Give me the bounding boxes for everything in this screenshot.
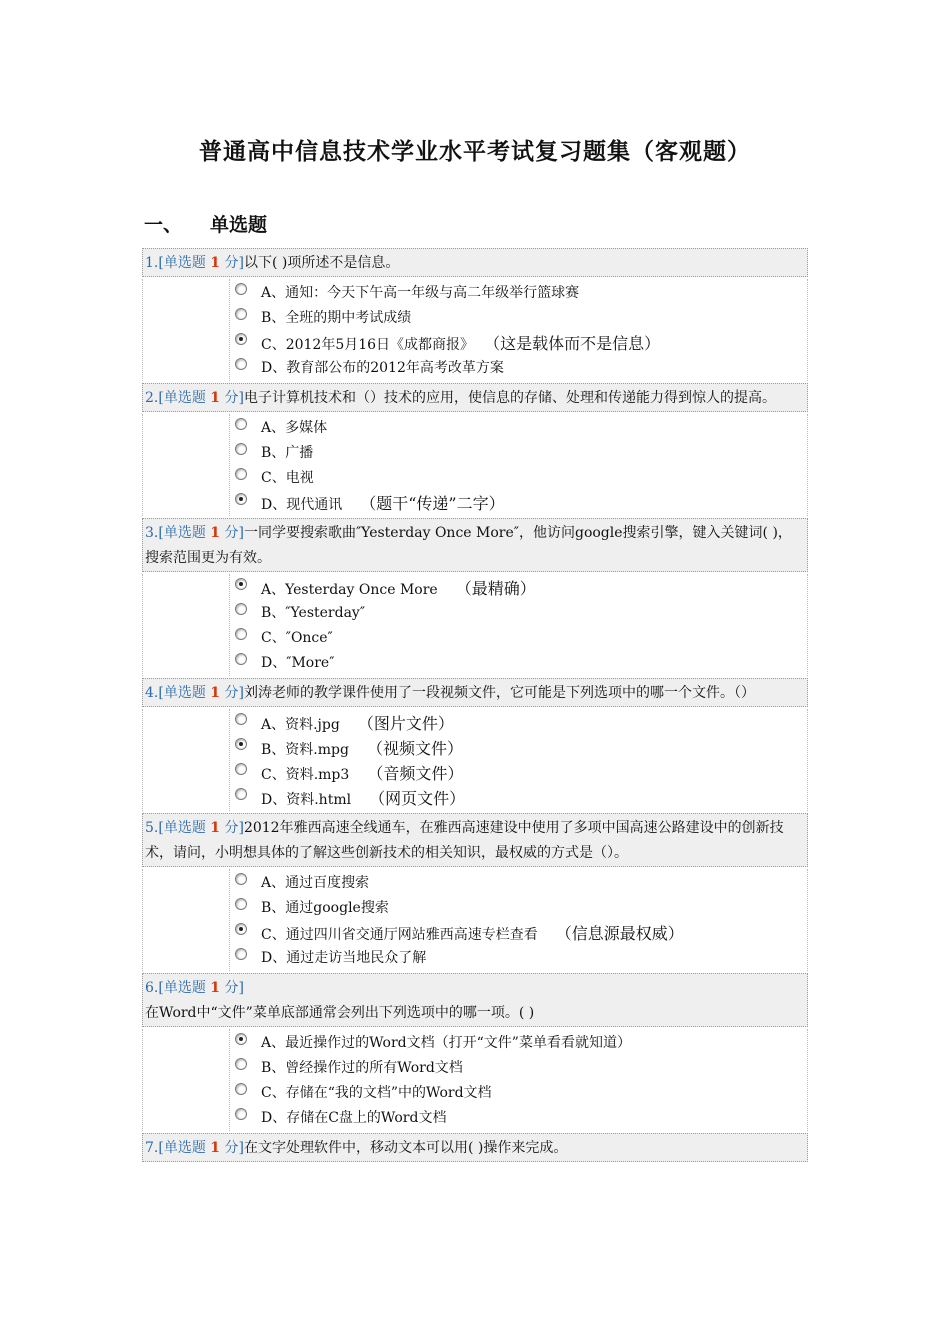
question-type-tag: [单选题 xyxy=(158,980,206,996)
question-stem xyxy=(142,1133,808,1162)
question-score-unit: 分] xyxy=(224,390,244,406)
option-label: A、多媒体 xyxy=(261,420,328,436)
question-type-tag: [单选题 xyxy=(158,685,206,701)
option-label: A、资料.jpg xyxy=(261,717,340,733)
option-row[interactable] xyxy=(233,356,807,381)
options-block xyxy=(142,1029,808,1131)
option-row[interactable] xyxy=(233,946,807,971)
question-stem xyxy=(142,973,808,1027)
question-text: 以下( )项所述不是信息。 xyxy=(243,255,400,271)
option-label: D、资料.html xyxy=(261,792,352,808)
question-item xyxy=(142,813,808,971)
option-row[interactable] xyxy=(233,1081,807,1106)
section-heading xyxy=(144,210,267,237)
option-row[interactable] xyxy=(233,921,807,946)
question-score: 1 xyxy=(210,980,221,996)
question-number: 2. xyxy=(145,390,159,406)
question-item xyxy=(142,973,808,1131)
options-gutter xyxy=(143,279,230,381)
option-label: C、2012年5月16日《成都商报》 xyxy=(261,337,475,353)
options-gutter xyxy=(143,574,230,676)
section-label: 单选题 xyxy=(210,214,268,236)
option-label: D、通过走访当地民众了解 xyxy=(261,950,427,966)
answer-note: （信息源最权威） xyxy=(555,924,684,943)
radio-unchecked-icon[interactable] xyxy=(235,873,247,885)
question-score-unit: 分] xyxy=(224,255,244,271)
question-number: 4. xyxy=(145,685,159,701)
radio-unchecked-icon[interactable] xyxy=(235,628,247,640)
options-block xyxy=(142,869,808,971)
options-list xyxy=(230,279,807,381)
option-row[interactable] xyxy=(233,651,807,676)
option-row[interactable] xyxy=(233,761,807,786)
option-label: B、资料.mpg xyxy=(261,742,349,758)
radio-unchecked-icon[interactable] xyxy=(235,603,247,615)
option-row[interactable] xyxy=(233,441,807,466)
option-label: D、存储在C盘上的Word文档 xyxy=(261,1110,447,1126)
options-block xyxy=(142,414,808,516)
question-text: 电子计算机技术和（）技术的应用，使信息的存储、处理和传递能力得到惊人的提高。 xyxy=(243,390,776,406)
question-item xyxy=(142,518,808,676)
options-gutter xyxy=(143,869,230,971)
option-row[interactable] xyxy=(233,416,807,441)
question-number: 3. xyxy=(145,525,159,541)
option-label: C、″Once″ xyxy=(261,630,333,646)
question-score-unit: 分] xyxy=(224,685,244,701)
option-row[interactable] xyxy=(233,736,807,761)
radio-unchecked-icon[interactable] xyxy=(235,1108,247,1120)
question-item xyxy=(142,1133,808,1162)
radio-checked-icon[interactable] xyxy=(235,738,247,750)
question-stem xyxy=(142,813,808,867)
radio-unchecked-icon[interactable] xyxy=(235,713,247,725)
option-label: A、最近操作过的Word文档（打开“文件”菜单看看就知道） xyxy=(261,1035,631,1051)
options-gutter xyxy=(143,709,230,811)
option-row[interactable] xyxy=(233,626,807,651)
option-row[interactable] xyxy=(233,1106,807,1131)
option-row[interactable] xyxy=(233,1031,807,1056)
radio-checked-icon[interactable] xyxy=(235,578,247,590)
option-row[interactable] xyxy=(233,871,807,896)
question-score: 1 xyxy=(210,685,221,701)
question-type-tag: [单选题 xyxy=(158,390,206,406)
question-stem xyxy=(142,248,808,277)
question-score: 1 xyxy=(210,525,221,541)
options-block xyxy=(142,709,808,811)
radio-unchecked-icon[interactable] xyxy=(235,308,247,320)
option-label: C、通过四川省交通厅网站雅西高速专栏查看 xyxy=(261,927,538,943)
question-score-unit: 分] xyxy=(224,820,244,836)
question-number: 1. xyxy=(145,255,159,271)
radio-checked-icon[interactable] xyxy=(235,1033,247,1045)
option-row[interactable] xyxy=(233,331,807,356)
options-list xyxy=(230,414,807,516)
question-item xyxy=(142,678,808,811)
option-row[interactable] xyxy=(233,491,807,516)
option-label: A、通过百度搜索 xyxy=(261,875,370,891)
option-label: B、″Yesterday″ xyxy=(261,605,366,621)
radio-checked-icon[interactable] xyxy=(235,493,247,505)
option-label: B、曾经操作过的所有Word文档 xyxy=(261,1060,463,1076)
radio-unchecked-icon[interactable] xyxy=(235,358,247,370)
option-row[interactable] xyxy=(233,281,807,306)
radio-checked-icon[interactable] xyxy=(235,923,247,935)
options-gutter xyxy=(143,1029,230,1131)
question-type-tag: [单选题 xyxy=(158,1140,206,1156)
option-label: C、存储在“我的文档”中的Word文档 xyxy=(261,1085,492,1101)
options-list xyxy=(230,869,807,971)
question-list xyxy=(142,248,808,1162)
answer-note: （最精确） xyxy=(455,579,536,598)
question-score: 1 xyxy=(210,1140,221,1156)
option-row[interactable] xyxy=(233,896,807,921)
option-row[interactable] xyxy=(233,576,807,601)
question-score-unit: 分] xyxy=(224,525,244,541)
option-label: C、资料.mp3 xyxy=(261,767,350,783)
option-label: C、电视 xyxy=(261,470,314,486)
option-label: A、通知：今天下午高一年级与高二年级举行篮球赛 xyxy=(261,285,580,301)
option-row[interactable] xyxy=(233,466,807,491)
question-type-tag: [单选题 xyxy=(158,525,206,541)
option-label: B、全班的期中考试成绩 xyxy=(261,310,412,326)
question-score: 1 xyxy=(210,820,221,836)
answer-note: （视频文件） xyxy=(366,739,463,758)
option-label: D、现代通讯 xyxy=(261,497,343,513)
option-row[interactable] xyxy=(233,711,807,736)
answer-note: （图片文件） xyxy=(357,714,454,733)
option-label: D、″More″ xyxy=(261,655,335,671)
question-score-unit: 分] xyxy=(224,980,244,996)
question-item xyxy=(142,248,808,381)
radio-unchecked-icon[interactable] xyxy=(235,283,247,295)
option-label: D、教育部公布的2012年高考改革方案 xyxy=(261,360,504,376)
question-score: 1 xyxy=(210,390,221,406)
radio-unchecked-icon[interactable] xyxy=(235,1058,247,1070)
radio-unchecked-icon[interactable] xyxy=(235,948,247,960)
options-block xyxy=(142,574,808,676)
radio-unchecked-icon[interactable] xyxy=(235,443,247,455)
answer-note: （音频文件） xyxy=(367,764,464,783)
question-type-tag: [单选题 xyxy=(158,255,206,271)
question-stem xyxy=(142,383,808,412)
option-row[interactable] xyxy=(233,786,807,811)
question-score-unit: 分] xyxy=(224,1140,244,1156)
radio-unchecked-icon[interactable] xyxy=(235,898,247,910)
question-stem xyxy=(142,518,808,572)
radio-unchecked-icon[interactable] xyxy=(235,418,247,430)
radio-unchecked-icon[interactable] xyxy=(235,788,247,800)
answer-note: （题干“传递”二字） xyxy=(360,494,505,513)
options-gutter xyxy=(143,414,230,516)
radio-unchecked-icon[interactable] xyxy=(235,763,247,775)
options-block xyxy=(142,279,808,381)
question-text: 一同学要搜索歌曲″Yesterday Once More″，他访问google搜索引擎，键入关键词( )，搜索范围更为有效。 xyxy=(145,525,792,566)
radio-unchecked-icon[interactable] xyxy=(235,468,247,480)
question-number: 5. xyxy=(145,820,159,836)
question-score: 1 xyxy=(210,255,221,271)
options-list xyxy=(230,1029,807,1131)
question-text: 刘涛老师的教学课件使用了一段视频文件，它可能是下列选项中的哪一个文件。（） xyxy=(243,685,755,701)
question-text: 在文字处理软件中，移动文本可以用( )操作来完成。 xyxy=(243,1140,568,1156)
question-number: 6. xyxy=(145,980,159,996)
option-row[interactable] xyxy=(233,306,807,331)
option-label: B、通过google搜索 xyxy=(261,900,389,916)
answer-note: （这是载体而不是信息） xyxy=(492,334,661,353)
question-number: 7. xyxy=(145,1140,159,1156)
options-list xyxy=(230,709,807,811)
option-label: B、广播 xyxy=(261,445,314,461)
option-row[interactable] xyxy=(233,1056,807,1081)
section-number: 一、 xyxy=(144,214,183,236)
radio-unchecked-icon[interactable] xyxy=(235,653,247,665)
radio-checked-icon[interactable] xyxy=(235,333,247,345)
option-label: A、Yesterday Once More xyxy=(261,582,438,598)
question-type-tag: [单选题 xyxy=(158,820,206,836)
question-text: 在Word中“文件”菜单底部通常会列出下列选项中的哪一项。( ) xyxy=(145,1005,535,1021)
question-stem xyxy=(142,678,808,707)
question-text: 2012年雅西高速全线通车，在雅西高速建设中使用了多项中国高速公路建设中的创新技术，请问，小明想具体的了解这些创新技术的相关知识，最权威的方式是（）。 xyxy=(145,820,784,861)
option-row[interactable] xyxy=(233,601,807,626)
radio-unchecked-icon[interactable] xyxy=(235,1083,247,1095)
question-item xyxy=(142,383,808,516)
document-title: 普通高中信息技术学业水平考试复习题集（客观题） xyxy=(199,139,751,165)
answer-note: （网页文件） xyxy=(369,789,466,808)
options-list xyxy=(230,574,807,676)
